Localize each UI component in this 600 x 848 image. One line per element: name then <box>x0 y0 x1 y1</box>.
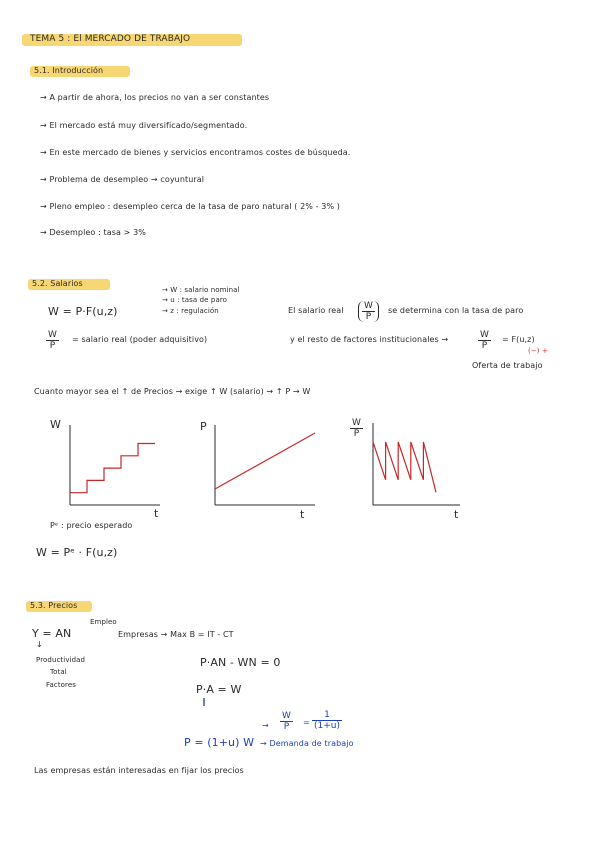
s2-heading: 5.2. Salarios <box>32 279 83 288</box>
markup-equation: P = (1+u) W <box>184 736 255 749</box>
g2-x-label: t <box>300 508 305 521</box>
right-fraction-1 <box>358 301 379 322</box>
blue-fraction-left <box>280 711 293 732</box>
legend-z: → z : regulación <box>162 307 219 315</box>
down-arrow: ↓ <box>36 640 43 649</box>
g1-x-label: t <box>154 507 159 520</box>
right-text-1b: se determina con la tasa de paro <box>388 306 524 315</box>
s1-bullet: → Desempleo : tasa > 3% <box>40 228 146 237</box>
frac-den: P <box>353 429 360 439</box>
frac-num: W <box>48 330 57 340</box>
s1-bullet: → A partir de ahora, los precios no van a ser constantes <box>40 93 270 102</box>
prod-label-2: Total <box>50 668 67 676</box>
closing-line: Las empresas están interesadas en fijar los precios <box>34 766 244 775</box>
demand-label: → Demanda de trabajo <box>260 739 354 748</box>
legend-u: → u : tasa de paro <box>162 296 228 304</box>
frac-den: P <box>283 722 290 732</box>
g1-series-line <box>70 444 155 493</box>
frac-den: P <box>481 341 488 351</box>
frac-num: W <box>364 301 373 311</box>
right-text-1a: El salario real <box>288 306 344 315</box>
s1-bullet: → Pleno empleo : desempleo cerca de la tasa de paro natural ( 2% - 3% ) <box>40 202 341 211</box>
page-title: TEMA 5 : El MERCADO DE TRABAJO <box>30 34 191 44</box>
chart-price-line <box>210 420 320 510</box>
s1-bullet: → Problema de desempleo → coyuntural <box>40 175 205 184</box>
equivalence-mark: ‖ <box>202 697 207 706</box>
chart-real-wage-sawtooth <box>368 418 463 508</box>
s1-bullet: → El mercado está muy diversificado/segmentado. <box>40 121 248 130</box>
pe-equation: W = Pᵉ · F(u,z) <box>36 546 118 559</box>
right-fraction-2 <box>478 330 491 351</box>
legend-w: → W : salario nominal <box>162 286 240 294</box>
g2-y-label: P <box>200 420 207 433</box>
s1-heading: 5.1. Introducción <box>34 66 104 75</box>
g3-series-line <box>373 442 436 493</box>
frac-num: 1 <box>312 710 342 721</box>
production-equation: Y = AN <box>32 627 72 640</box>
prod-label-3: Factores <box>46 681 77 689</box>
blue-fraction-right <box>312 710 342 731</box>
blue-equals: = <box>303 718 310 727</box>
cuando-line: Cuanto mayor sea el ↑ de Precios → exige ↑ W (salario) → ↑ P → W <box>34 387 311 396</box>
empresas-line: Empresas → Max B = IT - CT <box>118 630 234 639</box>
frac-den: (1+u) <box>314 721 340 731</box>
empleo-label: Empleo <box>90 618 117 626</box>
g3-x-label: t <box>454 508 459 521</box>
sign-marks: (−) + <box>528 347 548 355</box>
s3-heading: 5.3. Precios <box>30 601 78 610</box>
real-wage-fraction <box>46 330 59 351</box>
right-eq-2: = F(u,z) <box>502 335 535 344</box>
wage-equation: W = P·F(u,z) <box>48 305 118 318</box>
real-wage-label: = salario real (poder adquisitivo) <box>72 335 208 344</box>
right-text-2: y el resto de factores institucionales → <box>290 335 449 344</box>
g3-y-label <box>350 418 363 439</box>
blue-arrow: → <box>262 721 269 730</box>
frac-den: P <box>49 341 56 351</box>
oferta-label: Oferta de trabajo <box>472 361 543 370</box>
frac-den: P <box>365 312 372 322</box>
frac-num: W <box>352 418 361 428</box>
price-equation: P·A = W <box>196 683 242 696</box>
chart-wage-staircase <box>65 420 165 510</box>
frac-num: W <box>480 330 489 340</box>
s1-bullet: → En este mercado de bienes y servicios encontramos costes de búsqueda. <box>40 148 351 157</box>
g1-y-label: W <box>50 418 61 431</box>
prod-label-1: Productividad <box>36 656 86 664</box>
frac-num: W <box>282 711 291 721</box>
profit-equation: P·AN - WN = 0 <box>200 656 281 669</box>
pe-label: Pᵉ : precio esperado <box>50 521 133 530</box>
g2-series-line <box>215 433 315 489</box>
